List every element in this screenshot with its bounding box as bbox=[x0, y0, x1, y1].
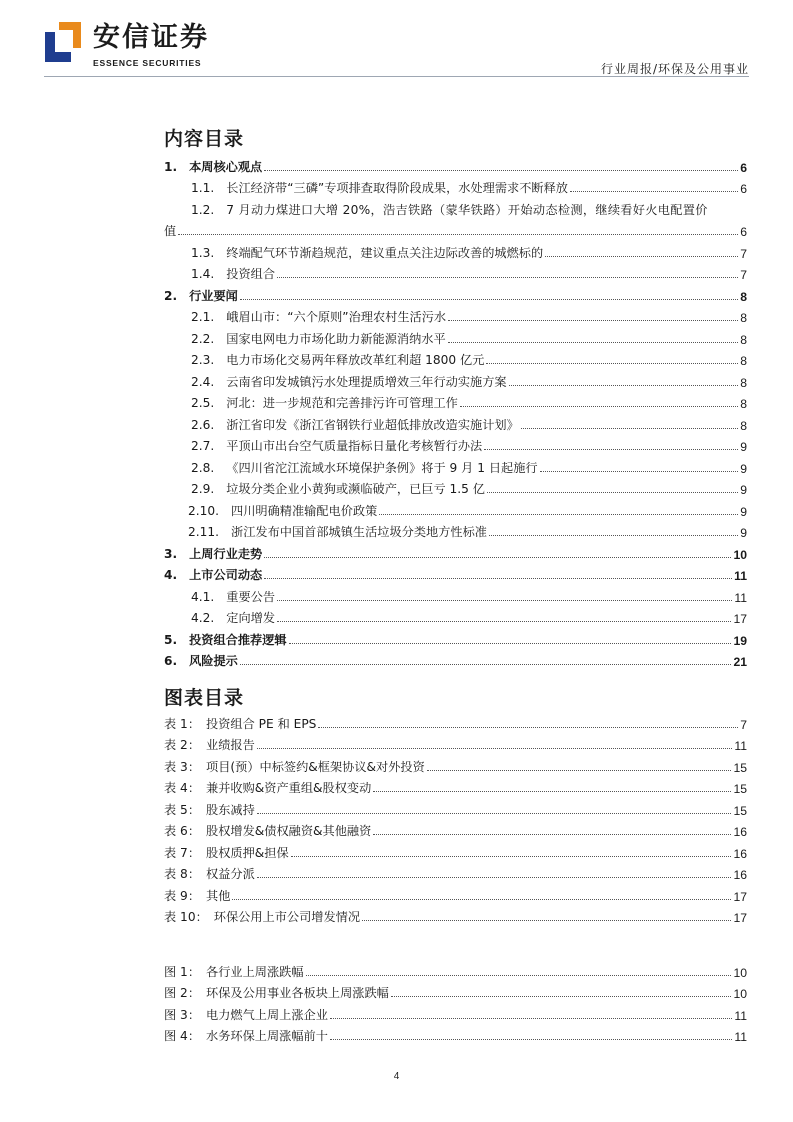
toc-entry-text: 7 月动力煤进口大增 20%，浩吉铁路（蒙华铁路）开始动态检测，继续看好火电配置价 bbox=[226, 202, 708, 217]
table-entry-label bbox=[164, 887, 230, 904]
table-entry-tag: 表 5： bbox=[164, 802, 201, 817]
dot-leader bbox=[484, 449, 738, 450]
dot-leader bbox=[318, 727, 738, 728]
toc-entry-page: 9 bbox=[740, 483, 747, 497]
toc-entry-page: 10 bbox=[733, 547, 747, 562]
toc-entry-text: 风险提示 bbox=[189, 654, 238, 668]
table-entry-page: 7 bbox=[740, 717, 747, 732]
dot-leader bbox=[291, 856, 732, 857]
table-entry[interactable] bbox=[164, 796, 747, 818]
toc-entry-text: 云南省印发城镇污水处理提质增效三年行动实施方案 bbox=[226, 374, 507, 389]
toc-entry-label bbox=[188, 523, 487, 540]
toc-entry-number: 5. bbox=[164, 632, 178, 647]
figure-entry-label bbox=[164, 963, 304, 980]
table-entry-text: 股东减持 bbox=[206, 802, 255, 817]
dot-leader bbox=[257, 813, 732, 814]
toc-entry[interactable] bbox=[164, 433, 747, 455]
toc-entry-text: 重要公告 bbox=[226, 589, 276, 604]
table-entry[interactable] bbox=[164, 753, 747, 775]
toc-entry-number: 2.4. bbox=[191, 374, 215, 389]
toc-entry[interactable] bbox=[164, 390, 747, 412]
figure-entry-label bbox=[164, 984, 389, 1001]
dot-leader bbox=[306, 975, 732, 976]
table-entry-page: 15 bbox=[733, 803, 747, 818]
toc-entry-number: 4.1. bbox=[191, 589, 215, 604]
toc-entry[interactable] bbox=[164, 304, 747, 326]
toc-entry-label bbox=[191, 588, 275, 605]
table-entry-tag: 表 1： bbox=[164, 716, 201, 731]
toc-entry-number: 2.3. bbox=[191, 353, 215, 367]
dot-leader bbox=[489, 535, 738, 536]
dot-leader bbox=[330, 1018, 732, 1019]
dot-leader bbox=[448, 320, 738, 321]
toc-entry-page: 6 bbox=[740, 160, 747, 175]
figure-entry-tag: 图 1： bbox=[164, 964, 201, 979]
table-entry-tag: 表 10： bbox=[164, 910, 208, 924]
table-entry-label bbox=[164, 865, 255, 882]
dot-leader bbox=[277, 600, 732, 601]
toc-entry-text: 电力市场化交易两年释放改革红利超 1800 亿元 bbox=[226, 353, 485, 367]
toc-entry-label bbox=[164, 545, 262, 562]
dot-leader bbox=[509, 385, 739, 386]
toc-entry[interactable] bbox=[164, 368, 747, 390]
dot-leader bbox=[277, 621, 731, 622]
table-entry-text: 其他 bbox=[206, 888, 231, 903]
toc-entry-page: 9 bbox=[740, 461, 747, 476]
table-entry-page: 17 bbox=[733, 911, 747, 925]
toc-entry[interactable] bbox=[164, 540, 747, 562]
toc-entry-label bbox=[191, 244, 543, 261]
toc-entry-text: 上市公司动态 bbox=[189, 568, 263, 582]
toc-entry-text: 峨眉山市：“六个原则”治理农村生活污水 bbox=[226, 310, 447, 324]
table-entry[interactable] bbox=[164, 775, 747, 797]
dot-leader bbox=[330, 1039, 732, 1040]
toc-entry-text: 长江经济带“三磷”专项排查取得阶段成果，水处理需求不断释放 bbox=[226, 181, 568, 195]
table-entry-text: 兼并收购&资产重组&股权变动 bbox=[206, 781, 372, 795]
dot-leader bbox=[391, 996, 732, 997]
toc-entry-label bbox=[164, 652, 238, 669]
toc-entry-label bbox=[191, 351, 484, 368]
dot-leader bbox=[570, 191, 738, 192]
figure-entry-tag: 图 2： bbox=[164, 986, 201, 1000]
toc-entry-number: 1.1. bbox=[191, 181, 215, 195]
toc-entry-page: 6 bbox=[740, 182, 747, 196]
table-entry-text: 股权质押&担保 bbox=[206, 845, 289, 860]
figure-entry[interactable] bbox=[164, 1023, 747, 1045]
toc-entry-label bbox=[164, 566, 262, 583]
toc-entry-text: 《四川省沱江流域水环境保护条例》将于 9 月 1 日起施行 bbox=[226, 460, 538, 475]
toc-entry-number: 1.3. bbox=[191, 245, 215, 260]
figure-entry-label bbox=[164, 1027, 328, 1044]
toc-entry-number: 2.9. bbox=[191, 482, 215, 496]
toc-entry-page: 17 bbox=[733, 612, 747, 626]
dot-leader bbox=[540, 471, 739, 472]
figure-entry-page: 11 bbox=[734, 1030, 747, 1044]
toc-entry-text: 国家电网电力市场化助力新能源消纳水平 bbox=[226, 331, 446, 346]
toc-entry-text: 投资组合推荐逻辑 bbox=[189, 632, 287, 647]
toc-entry-text: 投资组合 bbox=[226, 267, 276, 281]
table-entry-label bbox=[164, 908, 360, 925]
table-entry-text: 股权增发&债权融资&其他融资 bbox=[206, 824, 372, 838]
lot-title: 图表目录 bbox=[164, 687, 245, 709]
toc-entry-number: 4.2. bbox=[191, 611, 215, 625]
table-entry-tag: 表 3： bbox=[164, 759, 201, 774]
table-entry-label bbox=[164, 779, 371, 796]
toc-entry[interactable] bbox=[164, 626, 747, 648]
toc-entry-page: 8 bbox=[740, 289, 747, 304]
toc-entry-text: 垃圾分类企业小黄狗或濒临破产，已巨亏 1.5 亿 bbox=[226, 482, 485, 496]
toc-entry-continuation[interactable] bbox=[164, 218, 747, 240]
toc-entry-text: 行业要闻 bbox=[189, 288, 238, 303]
table-entry-label bbox=[164, 736, 255, 753]
toc-title: 内容目录 bbox=[164, 128, 245, 150]
dot-leader bbox=[521, 428, 738, 429]
toc-entry-label bbox=[191, 265, 275, 282]
toc-entry[interactable] bbox=[164, 261, 747, 283]
table-entry[interactable] bbox=[164, 710, 747, 732]
dot-leader bbox=[362, 920, 731, 921]
toc-entry-label bbox=[188, 502, 377, 519]
page-number: 4 bbox=[393, 1071, 400, 1082]
figure-entry-label bbox=[164, 1006, 328, 1023]
toc-entry-label bbox=[164, 158, 262, 175]
dot-leader bbox=[427, 770, 732, 771]
toc-entry-page: 11 bbox=[734, 590, 747, 605]
toc-entry-label bbox=[191, 609, 275, 626]
toc-entry-number: 6. bbox=[164, 654, 178, 668]
toc-entry-page: 21 bbox=[733, 655, 747, 669]
figure-entry-tag: 图 4： bbox=[164, 1029, 201, 1043]
toc-entry[interactable] bbox=[164, 282, 747, 304]
table-entry-text: 项目(预）中标签约&框架协议&对外投资 bbox=[206, 759, 425, 774]
toc-entry-label bbox=[191, 201, 708, 218]
toc-entry-label bbox=[191, 437, 482, 454]
table-entry-label bbox=[164, 801, 255, 818]
dot-leader bbox=[289, 643, 732, 644]
table-entry[interactable] bbox=[164, 839, 747, 861]
toc-entry[interactable] bbox=[164, 605, 747, 627]
toc-entry-page: 8 bbox=[740, 332, 747, 347]
toc-entry[interactable] bbox=[164, 153, 747, 175]
toc-entry-page: 9 bbox=[740, 526, 747, 540]
table-entry[interactable] bbox=[164, 882, 747, 904]
toc-entry-label bbox=[191, 330, 446, 347]
toc-entry-text: 四川明确精准输配电价政策 bbox=[231, 503, 378, 518]
logo-chinese-name: 安信证券 bbox=[93, 22, 209, 53]
toc-entry[interactable] bbox=[164, 648, 747, 670]
table-entry-label bbox=[164, 844, 289, 861]
toc-entry[interactable] bbox=[164, 497, 747, 519]
dot-leader bbox=[264, 557, 731, 558]
toc-entry-page: 7 bbox=[740, 268, 747, 282]
toc-entry-label bbox=[191, 416, 519, 433]
dot-leader bbox=[257, 877, 732, 878]
table-entry-tag: 表 8： bbox=[164, 867, 201, 881]
toc-entry-text: 上周行业走势 bbox=[189, 546, 263, 561]
toc-entry-page: 9 bbox=[740, 440, 747, 454]
table-entry-text: 业绩报告 bbox=[206, 738, 255, 752]
toc-entry-label bbox=[191, 394, 458, 411]
toc-entry-number: 2.7. bbox=[191, 439, 215, 453]
toc-entry-page: 8 bbox=[740, 311, 747, 325]
toc-entry-page: 8 bbox=[740, 397, 747, 411]
header-divider bbox=[44, 76, 749, 77]
figure-entry-page: 10 bbox=[733, 965, 747, 980]
table-entry-tag: 表 9： bbox=[164, 888, 201, 903]
toc-entry-text: 定向增发 bbox=[226, 611, 276, 625]
toc-entry[interactable] bbox=[164, 239, 747, 261]
toc-entry[interactable] bbox=[164, 325, 747, 347]
table-entry-tag: 表 2： bbox=[164, 738, 201, 752]
toc-entry[interactable] bbox=[164, 562, 747, 584]
table-entry[interactable] bbox=[164, 861, 747, 883]
dot-leader bbox=[277, 277, 738, 278]
toc-entry-number: 2.5. bbox=[191, 396, 215, 410]
toc-entry-text: 终端配气环节渐趋规范，建议重点关注边际改善的城燃标的 bbox=[226, 245, 544, 260]
figure-entry-page: 10 bbox=[733, 987, 747, 1001]
table-entry-tag: 表 4： bbox=[164, 781, 201, 795]
toc-entry[interactable] bbox=[164, 519, 747, 541]
dot-leader bbox=[379, 514, 738, 515]
table-entry-label bbox=[164, 758, 425, 775]
figure-entry-page: 11 bbox=[734, 1008, 747, 1023]
figure-entry-text: 水务环保上周涨幅前十 bbox=[206, 1029, 328, 1043]
dot-leader bbox=[487, 492, 738, 493]
list-of-figures bbox=[164, 958, 747, 1044]
toc-entry[interactable] bbox=[164, 476, 747, 498]
dot-leader bbox=[264, 578, 732, 579]
toc-entry-page: 8 bbox=[740, 418, 747, 433]
toc-entry-text: 本周核心观点 bbox=[189, 159, 263, 174]
list-of-tables bbox=[164, 710, 747, 925]
dot-leader bbox=[264, 170, 738, 171]
toc-entry[interactable] bbox=[164, 454, 747, 476]
table-entry[interactable] bbox=[164, 904, 747, 926]
toc-entry-page: 19 bbox=[733, 633, 747, 648]
toc-entry-label bbox=[191, 308, 446, 325]
figure-entry[interactable] bbox=[164, 1001, 747, 1023]
toc-entry-text: 平顶山市出台空气质量指标日量化考核暂行办法 bbox=[226, 439, 483, 453]
toc-entry-text: 浙江省印发《浙江省钢铁行业超低排放改造实施计划》 bbox=[226, 417, 519, 432]
dot-leader bbox=[232, 899, 731, 900]
toc-entry-text-cont: 值 bbox=[164, 224, 177, 238]
toc-entry-number: 1. bbox=[164, 159, 178, 174]
dot-leader bbox=[373, 791, 731, 792]
dot-leader bbox=[240, 299, 738, 300]
table-entry[interactable] bbox=[164, 732, 747, 754]
table-entry-page: 15 bbox=[733, 782, 747, 796]
report-type: 行业周报/环保及公用事业 bbox=[600, 62, 749, 76]
toc-entry-label bbox=[164, 631, 287, 648]
toc-entry-number: 3. bbox=[164, 546, 178, 561]
toc-entry-number: 2.2. bbox=[191, 331, 215, 346]
toc-entry-number: 2.11. bbox=[188, 525, 220, 539]
essence-logo-icon bbox=[45, 22, 81, 62]
toc-entry-number: 2.10. bbox=[188, 503, 220, 518]
page-header bbox=[0, 0, 793, 80]
dot-leader bbox=[460, 406, 738, 407]
toc-entry-page: 6 bbox=[740, 225, 747, 239]
table-entry-page: 16 bbox=[733, 825, 747, 839]
table-entry-text: 环保公用上市公司增发情况 bbox=[213, 910, 361, 924]
table-of-contents bbox=[164, 153, 747, 669]
figure-entry-tag: 图 3： bbox=[164, 1007, 201, 1022]
table-entry-page: 17 bbox=[733, 889, 747, 904]
toc-entry[interactable] bbox=[164, 583, 747, 605]
table-entry-tag: 表 7： bbox=[164, 845, 201, 860]
logo-english-name: ESSENCE SECURITIES bbox=[93, 58, 202, 68]
dot-leader bbox=[178, 234, 738, 235]
toc-entry-page: 8 bbox=[740, 354, 747, 368]
toc-entry[interactable] bbox=[164, 196, 747, 218]
toc-entry-text: 河北：进一步规范和完善排污许可管理工作 bbox=[226, 396, 458, 410]
table-entry-page: 15 bbox=[733, 760, 747, 775]
toc-entry-number: 1.4. bbox=[191, 267, 215, 281]
toc-entry-number: 1.2. bbox=[191, 202, 215, 217]
toc-entry-label bbox=[191, 459, 538, 476]
toc-entry-label bbox=[191, 373, 507, 390]
toc-entry-number: 4. bbox=[164, 568, 178, 582]
table-entry-label bbox=[164, 822, 371, 839]
table-entry-text: 投资组合 PE 和 EPS bbox=[206, 716, 317, 731]
toc-entry-page: 9 bbox=[740, 504, 747, 519]
toc-entry-number: 2.8. bbox=[191, 460, 215, 475]
toc-entry-label bbox=[164, 287, 238, 304]
table-entry-tag: 表 6： bbox=[164, 824, 201, 838]
dot-leader bbox=[486, 363, 738, 364]
figure-entry[interactable] bbox=[164, 958, 747, 980]
toc-entry-label bbox=[191, 480, 485, 497]
table-entry-label bbox=[164, 715, 316, 732]
dot-leader bbox=[373, 834, 731, 835]
toc-entry-label bbox=[191, 179, 568, 196]
figure-entry-text: 环保及公用事业各板块上周涨跌幅 bbox=[206, 986, 389, 1000]
figure-entry-text: 电力燃气上周上涨企业 bbox=[206, 1007, 328, 1022]
dot-leader bbox=[545, 256, 738, 257]
toc-entry[interactable] bbox=[164, 347, 747, 369]
toc-entry-page: 7 bbox=[740, 246, 747, 261]
table-entry-text: 权益分派 bbox=[206, 867, 255, 881]
table-entry-page: 16 bbox=[733, 868, 747, 882]
toc-entry-number: 2. bbox=[164, 288, 178, 303]
dot-leader bbox=[240, 664, 732, 665]
table-entry[interactable] bbox=[164, 818, 747, 840]
figure-entry[interactable] bbox=[164, 980, 747, 1002]
dot-leader bbox=[257, 748, 733, 749]
toc-entry[interactable] bbox=[164, 411, 747, 433]
figure-entry-text: 各行业上周涨跌幅 bbox=[206, 964, 304, 979]
table-entry-page: 16 bbox=[733, 846, 747, 861]
table-entry-page: 11 bbox=[734, 739, 747, 753]
toc-entry-number: 2.1. bbox=[191, 310, 215, 324]
toc-entry-page: 11 bbox=[734, 569, 747, 583]
dot-leader bbox=[448, 342, 739, 343]
toc-entry-number: 2.6. bbox=[191, 417, 215, 432]
toc-entry[interactable] bbox=[164, 175, 747, 197]
toc-entry-page: 8 bbox=[740, 375, 747, 390]
toc-entry-text: 浙江发布中国首部城镇生活垃圾分类地方性标准 bbox=[231, 525, 487, 539]
